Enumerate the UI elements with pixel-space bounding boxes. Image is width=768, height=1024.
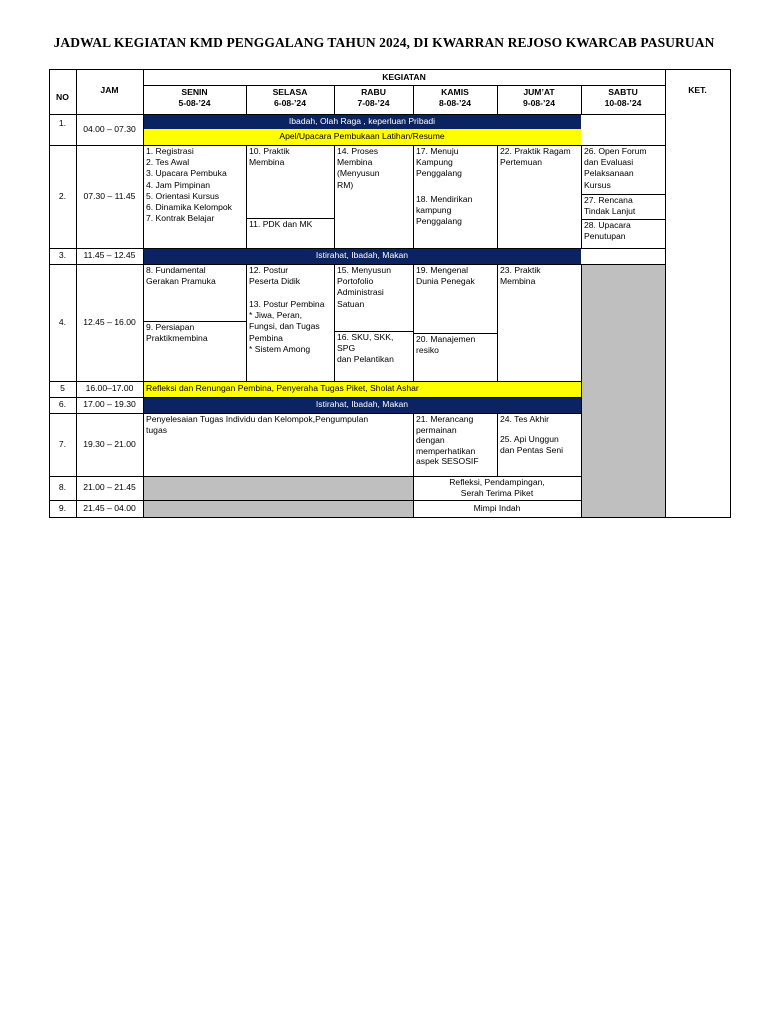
grid-line [246, 85, 247, 114]
band-istirahat-siang: Istirahat, Ibadah, Makan [143, 248, 581, 264]
cell-jumat-row2: 22. Praktik Ragam Pertemuan [500, 146, 571, 168]
grid-line [49, 476, 581, 477]
row-jam: 17.00 – 19.30 [83, 399, 136, 410]
sabtu-empty-block [581, 264, 665, 517]
cell-row7-tugas: Penyelesaian Tugas Individu dan Kelompok,Pengumpulan tugas [146, 414, 369, 436]
grid-line [143, 321, 246, 322]
row-no: 8. [58, 482, 67, 493]
row-no: 7. [58, 438, 67, 449]
row-jam: 12.45 – 16.00 [83, 316, 136, 327]
cell-selasa-row2-a: 10. Praktik Membina [249, 146, 290, 168]
grid-line [246, 145, 247, 248]
header-day-rabu: RABU 7-08-’24 [357, 87, 390, 109]
grid-line [497, 264, 498, 381]
grid-line [49, 264, 665, 265]
header-day-sabtu: SABTU 10-08-’24 [604, 87, 642, 109]
band-refleksi-sore: Refleksi dan Renungan Pembina, Penyeraha Tugas Piket, Sholat Ashar [143, 381, 581, 397]
row-no: 3. [58, 250, 67, 261]
header-ket: KET. [688, 85, 707, 95]
row-jam: 07.30 – 11.45 [83, 190, 136, 201]
border-line [730, 69, 731, 518]
row9-empty-block [143, 500, 413, 517]
cell-jumat-row7-a: 24. Tes Akhir [500, 414, 550, 424]
grid-line [334, 264, 335, 381]
grid-line [334, 85, 335, 114]
row-jam: 11.45 – 12.45 [83, 250, 136, 261]
grid-line [581, 219, 665, 220]
grid-line [49, 248, 581, 249]
header-day-selasa: SELASA 6-08-’24 [272, 87, 308, 109]
row-jam: 16.00–17.00 [85, 383, 134, 394]
grid-line [413, 145, 414, 248]
cell-jumat-row7-b: 25. Api Unggun dan Pentas Seni [500, 434, 564, 456]
row-jam: 21.00 – 21.45 [83, 482, 136, 493]
grid-line [49, 397, 581, 398]
cell-kamis-row7: 21. Merancang permainan dengan memperhatikan aspek SESOSIF [416, 414, 479, 467]
cell-kamis-row2-b: 18. Mendirikan kampung Penggalang [416, 194, 473, 227]
cell-selasa-row4-b: 13. Postur Pembina * Jiwa, Peran, Fungsi, dan Tugas Pembina * Sistem Among [249, 299, 325, 354]
header-day-jumat: JUM’AT 9-08-’24 [522, 87, 555, 109]
grid-line [49, 114, 665, 115]
row-jam: 19.30 – 21.00 [83, 438, 136, 449]
grid-line [143, 69, 144, 518]
cell-jumat-row4: 23. Praktik Membina [500, 265, 541, 287]
header-day-kamis: KAMIS 8-08-’24 [438, 87, 471, 109]
grid-line [665, 69, 666, 518]
header-kegiatan: KEGIATAN [382, 72, 426, 82]
cell-rabu-row4-b: 16. SKU, SKK, SPG dan Pelantikan [337, 332, 394, 365]
grid-line [413, 264, 414, 381]
cell-senin-row2: 1. Registrasi 2. Tes Awal 3. Upacara Pembuka 4. Jam Pimpinan 5. Orientasi Kursus 6. Dinamika Kelompok 7. Kontrak Belajar [146, 146, 232, 224]
band-istirahat-malam: Istirahat, Ibadah, Makan [143, 397, 581, 413]
cell-kamis-row2-a: 17. Menuju Kampung Penggalang [416, 146, 462, 179]
cell-row9-mimpi: Mimpi Indah [473, 502, 521, 513]
page-title: JADWAL KEGIATAN KMD PENGGALANG TAHUN 2024, DI KWARRAN REJOSO KWARCAB PASURUAN [53, 35, 715, 50]
cell-rabu-row2: 14. Proses Membina (Menyusun RM) [337, 146, 380, 190]
grid-line [497, 85, 498, 114]
row8-empty-block [143, 476, 413, 500]
row-jam: 04.00 – 07.30 [83, 124, 136, 134]
cell-selasa-row2-b: 11. PDK dan MK [249, 219, 313, 229]
cell-sabtu-row2-a: 26. Open Forum dan Evaluasi Pelaksanaan Kursus [584, 146, 647, 190]
grid-line [143, 85, 665, 86]
grid-line [49, 500, 581, 501]
grid-line [581, 194, 665, 195]
grid-line [581, 85, 582, 114]
cell-senin-row4-b: 9. Persiapan Praktikmembina [146, 322, 208, 344]
grid-line [497, 413, 498, 476]
grid-line [497, 145, 498, 248]
grid-line [49, 381, 581, 382]
row-no: 1. [58, 118, 67, 128]
header-day-senin: SENIN 5-08-’24 [178, 87, 211, 109]
border-line [49, 69, 730, 70]
grid-line [49, 413, 581, 414]
cell-rabu-row4-a: 15. Menyusun Portofolio Administrasi Satuan [337, 265, 391, 309]
grid-line [334, 145, 335, 248]
header-jam: JAM [100, 85, 119, 95]
cell-sabtu-row2-b: 27. Rencana Tindak Lanjut [584, 195, 636, 217]
grid-line [246, 264, 247, 381]
row-no: 2. [58, 190, 67, 201]
cell-selasa-row4-a: 12. Postur Peserta Didik [249, 265, 301, 287]
grid-line [413, 413, 414, 518]
grid-line [49, 145, 665, 146]
grid-line [581, 145, 582, 248]
band-ibadah-olahraga: Ibadah, Olah Raga , keperluan Pribadi [143, 114, 581, 129]
grid-line [581, 248, 665, 249]
row-no: 9. [58, 502, 67, 513]
grid-line [581, 264, 582, 518]
header-no: NO [56, 92, 69, 102]
border-line [49, 517, 730, 518]
grid-line [413, 333, 497, 334]
grid-line [246, 218, 334, 219]
row-no: 4. [58, 316, 67, 327]
border-line [49, 69, 50, 518]
cell-row8-refleksi: Refleksi, Pendampingan, Serah Terima Piket [449, 477, 545, 499]
cell-kamis-row4-a: 19. Mengenal Dunia Penegak [416, 265, 475, 287]
cell-kamis-row4-b: 20. Manajemen resiko [416, 334, 476, 356]
band-apel-pembukaan: Apel/Upacara Pembukaan Latihan/Resume [143, 129, 581, 145]
cell-senin-row4-a: 8. Fundamental Gerakan Pramuka [146, 265, 216, 287]
cell-sabtu-row2-c: 28. Upacara Penutupan [584, 220, 631, 242]
row-jam: 21.45 – 04.00 [83, 502, 136, 513]
row-no: 5 [60, 383, 65, 394]
row-no: 6. [58, 399, 67, 410]
grid-line [76, 69, 77, 518]
grid-line [334, 331, 413, 332]
grid-line [413, 85, 414, 114]
